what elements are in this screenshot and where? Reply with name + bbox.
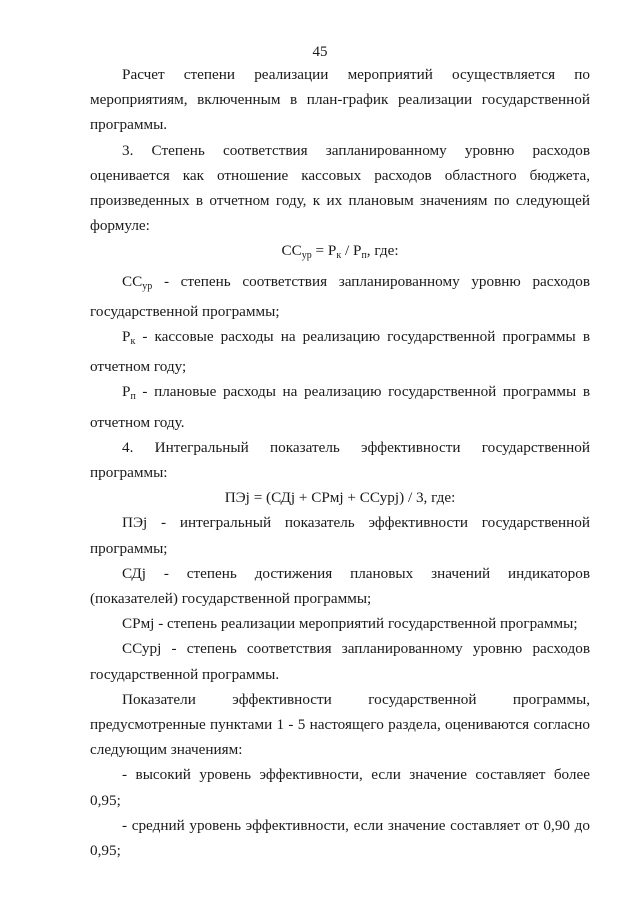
paragraph-implementation-calc: Расчет степени реализации мероприятий осуществляется по мероприятиям, включенным в план-график реализации государственной программы.: [90, 66, 590, 134]
definition-ccur-symbol: СС: [122, 272, 143, 290]
definition-ccur-text: - степень соответствия запланированному уровню расходов государственной программы;: [90, 272, 590, 320]
formula-tail: , где:: [366, 242, 399, 260]
definition-pp-symbol: Р: [122, 383, 131, 401]
list-item-high-efficiency: - высокий уровень эффективности, если значение составляет более 0,95;: [90, 766, 590, 809]
formula-cc-subscript: ур: [301, 250, 312, 262]
definition-pk-subscript: к: [130, 336, 136, 348]
definition-pp: [90, 379, 590, 434]
paragraph-expense-compliance: 3. Степень соответствия запланированному уровню расходов оценивается как отношение кассовых расходов областного бюджета, произведенных в отчетном году, к их плановым значениям по следующей формуле:: [90, 141, 590, 235]
paragraph-efficiency-values: Показатели эффективности государственной программы, предусмотренные пунктами 1 - 5 настоящего раздела, оцениваются согласно следующим значениям:: [90, 690, 590, 759]
definition-ccurj: ССурj - степень соответствия запланированному уровню расходов государственной программы.: [90, 640, 590, 683]
paragraph-integral-indicator: 4. Интегральный показатель эффективности государственной программы:: [90, 438, 590, 482]
formula-integral-indicator: ПЭj = (СДj + СРмj + ССурj) / 3, где:: [224, 489, 456, 507]
definition-srmj: СРмj - степень реализации мероприятий государственной программы;: [122, 615, 578, 633]
formula-pp-subscript: п: [361, 250, 367, 262]
definition-pp-subscript: п: [130, 391, 136, 403]
definition-pk: [90, 324, 590, 379]
formula-eq-pk: = Р: [311, 242, 337, 260]
definition-pp-text: - плановые расходы на реализацию государственной программы в отчетном году.: [90, 383, 590, 431]
definition-sdj: СДj - степень достижения плановых значений индикаторов (показателей) государственной программы;: [90, 564, 590, 608]
formula-pk-subscript: к: [336, 250, 342, 262]
document-body: [90, 62, 590, 863]
list-item-medium-efficiency: - средний уровень эффективности, если значение составляет от 0,90 до 0,95;: [90, 816, 590, 860]
formula-div-pp: / Р: [341, 242, 362, 260]
definition-pk-text: - кассовые расходы на реализацию государственной программы в отчетном году;: [90, 328, 590, 376]
definition-pk-symbol: Р: [122, 328, 131, 346]
definition-ccur: [90, 269, 590, 324]
formula-cc-symbol: СС: [281, 242, 302, 260]
definition-ccur-subscript: ур: [142, 280, 153, 292]
definition-pej: ПЭj - интегральный показатель эффективности государственной программы;: [90, 514, 590, 557]
page-number: 45: [312, 44, 328, 60]
formula-expense-compliance: [90, 238, 590, 268]
